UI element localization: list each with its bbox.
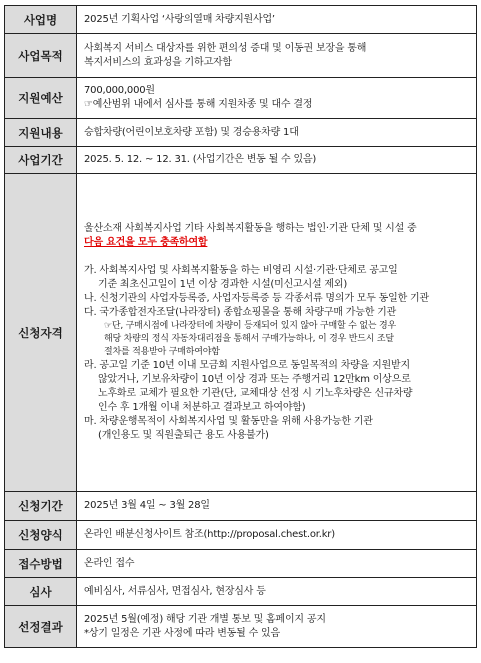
label-business-name: 사업명 <box>5 6 77 34</box>
row-application-period <box>5 492 477 521</box>
label-content: 지원내용 <box>5 119 77 147</box>
eligibility-requirement-emphasis: 다음 요건을 모두 충족하여함 <box>84 237 208 248</box>
row-application-method <box>5 521 477 550</box>
value-review <box>77 578 477 606</box>
budget-note: ☞예산범위 내에서 심사를 통해 지원차종 및 대수 결정 <box>84 99 313 110</box>
eligibility-item-ma-1: 마. 차량운행목적이 사회복지사업 및 활동만을 위해 사용가능한 기관 <box>84 416 373 427</box>
reception-text: 온라인 접수 <box>84 557 135 569</box>
business-overview-table <box>4 5 477 648</box>
business-name-text: 2025년 기획사업 ‘사랑의열매 차량지원사업’ <box>84 13 275 25</box>
eligibility-item-da: 다. 국가종합전자조달(나라장터) 종합쇼핑몰을 통해 차량구매 가능한 기관 <box>84 307 397 318</box>
eligibility-item-na: 나. 신청기관의 사업자등록증, 사업자등록증 등 각종서류 명의가 모두 동일한 기관 <box>84 293 429 304</box>
value-purpose <box>77 34 477 78</box>
row-content <box>5 119 477 147</box>
period-text: 2025. 5. 12. ~ 12. 31. (사업기간은 변동 될 수 있음) <box>84 154 317 165</box>
label-application-method: 신청양식 <box>5 521 77 550</box>
eligibility-item-ma-2: (개인용도 및 직원출퇴근 용도 사용불가) <box>98 430 269 441</box>
row-review <box>5 578 477 606</box>
value-result <box>77 606 477 648</box>
value-eligibility <box>77 174 477 492</box>
eligibility-item-ga-1: 가. 사회복지사업 및 사회복지활동을 하는 비영리 시설·기관·단체로 공고일 <box>84 265 398 276</box>
eligibility-item-ra-4: 인수 후 1개월 이내 처분하고 결과보고 하여야함) <box>98 402 306 413</box>
row-period <box>5 147 477 174</box>
value-period <box>77 147 477 174</box>
value-business-name <box>77 6 477 34</box>
eligibility-item-ra-2: 않았거나, 기보유차량이 10년 이상 경과 또는 주행거리 12만km 이상으로 <box>98 374 411 385</box>
eligibility-item-ga-2: 기준 최초신고일이 1년 이상 경과한 시설(미신고시설 제외) <box>98 279 348 290</box>
row-result <box>5 606 477 648</box>
eligibility-item-ra-3: 노후화로 교체가 필요한 기관(단, 교체대상 선정 시 기노후차량은 신규차량 <box>98 388 413 399</box>
label-result: 선정결과 <box>5 606 77 648</box>
label-purpose: 사업목적 <box>5 34 77 78</box>
label-application-period: 신청기간 <box>5 492 77 521</box>
eligibility-item-da-note-2: 해당 차량의 정식 자동차대리점을 통해서 구매가능하나, 이 경우 반드시 조달 <box>104 334 394 344</box>
purpose-line-1: 사회복지 서비스 대상자를 위한 편의성 증대 및 이동권 보장을 통해 <box>84 42 367 54</box>
label-eligibility: 신청자격 <box>5 174 77 492</box>
row-budget <box>5 78 477 119</box>
value-application-period <box>77 492 477 521</box>
eligibility-item-ra-1: 라. 공고일 기준 10년 이내 모금회 지원사업으로 동일목적의 차량을 지원받지 <box>84 360 410 371</box>
budget-amount: 700,000,000원 <box>84 85 155 96</box>
label-period: 사업기간 <box>5 147 77 174</box>
value-reception <box>77 550 477 578</box>
row-purpose <box>5 34 477 78</box>
eligibility-intro: 울산소재 사회복지사업 기타 사회복지활동을 행하는 법인·기관 단체 및 시설 중 <box>84 223 417 234</box>
value-application-method <box>77 521 477 550</box>
eligibility-item-da-note-1: ☞단, 구매시점에 나라장터에 차량이 등재되어 있지 않아 구매할 수 없는 경우 <box>104 321 396 331</box>
content-text: 승합차량(어린이보호차량 포함) 및 경승용차량 1대 <box>84 126 299 138</box>
spacer <box>84 250 470 264</box>
label-review: 심사 <box>5 578 77 606</box>
purpose-line-2: 복지서비스의 효과성을 기하고자함 <box>84 56 232 68</box>
row-business-name <box>5 6 477 34</box>
value-content <box>77 119 477 147</box>
label-budget: 지원예산 <box>5 78 77 119</box>
eligibility-item-da-note-3: 절차를 적용받아 구매하여야함 <box>104 347 220 357</box>
result-line-2: *상기 일정은 기관 사정에 따라 변동될 수 있음 <box>84 627 280 639</box>
value-budget <box>77 78 477 119</box>
label-reception: 접수방법 <box>5 550 77 578</box>
result-line-1: 2025년 5월(예정) 해당 기관 개별 통보 및 홈페이지 공지 <box>84 613 326 625</box>
review-text: 예비심사, 서류심사, 면접심사, 현장심사 등 <box>84 585 266 597</box>
row-reception <box>5 550 477 578</box>
application-method-text: 온라인 배분신청사이트 참조(http://proposal.chest.or.kr) <box>84 529 335 540</box>
row-eligibility <box>5 174 477 492</box>
application-period-text: 2025년 3월 4일 ~ 3월 28일 <box>84 500 210 511</box>
